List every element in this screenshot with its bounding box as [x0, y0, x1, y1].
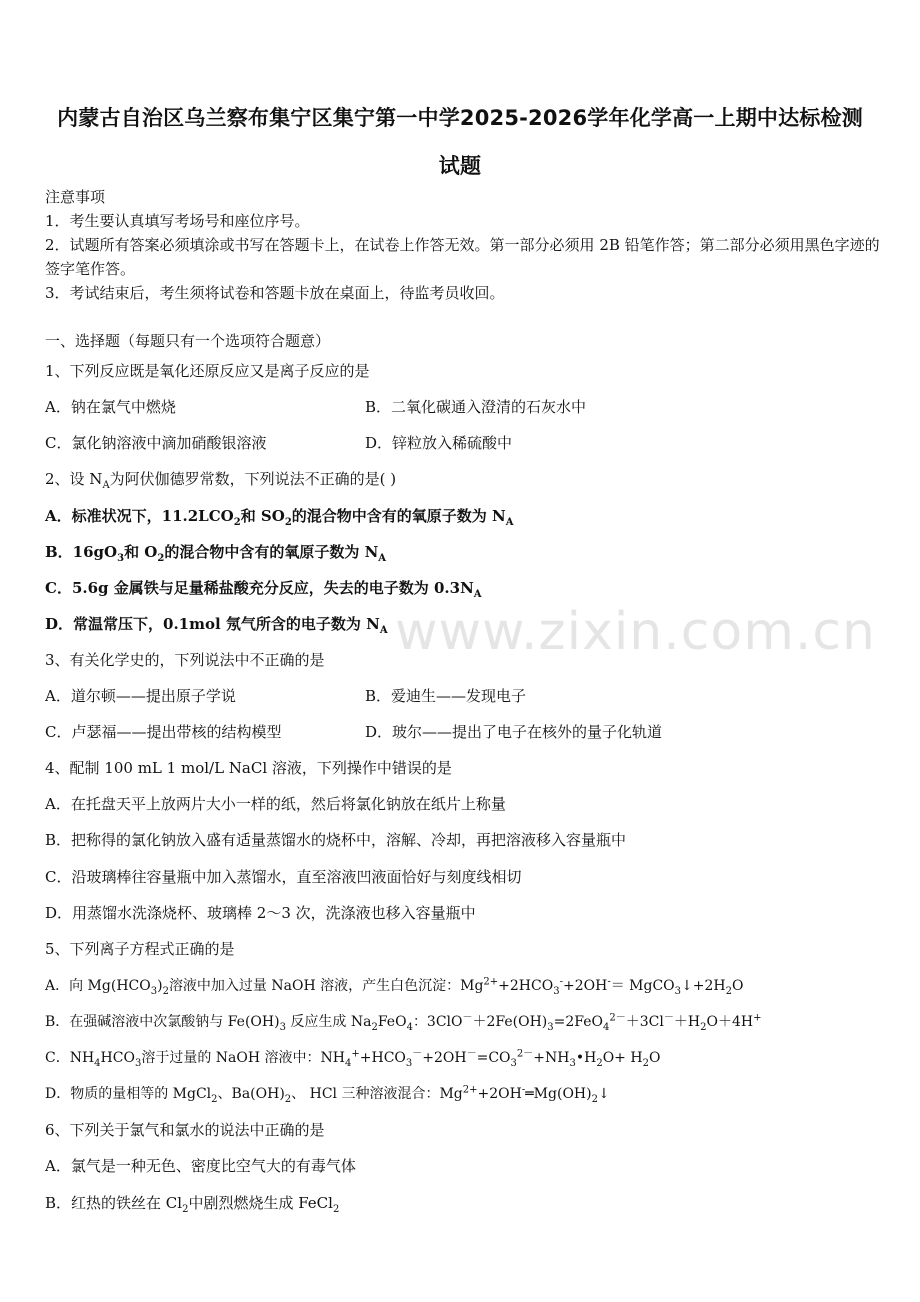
rich-fragment: ＋2Fe(OH)	[472, 1014, 548, 1030]
rich-fragment: 3	[405, 1057, 413, 1069]
question-4-option-a: A．在托盘天平上放两片大小一样的纸，然后将氯化钠放在纸片上称量	[45, 795, 506, 813]
rich-fragment: FeO	[377, 1014, 407, 1030]
question-2-option-c	[45, 578, 482, 598]
rich-fragment: －	[412, 1048, 423, 1060]
rich-fragment: －	[462, 1012, 473, 1024]
rich-fragment: 3	[279, 1021, 286, 1033]
question-2-option-d	[45, 614, 388, 634]
rich-fragment: ：3ClO	[412, 1014, 463, 1030]
rich-fragment: 2	[211, 1093, 218, 1105]
question-4-option-c: C．沿玻璃棒往容量瓶中加入蒸馏水，直至溶液凹液面恰好与刻度线相切	[45, 868, 522, 886]
question-4-option-b: B．把称得的氯化钠放入盛有适量蒸馏水的烧杯中，溶解、冷却，再把溶液移入容量瓶中	[45, 831, 627, 849]
exam-title-line2: 试题	[438, 154, 482, 178]
question-1-option-d: D．锌粒放入稀硫酸中	[365, 434, 513, 452]
rich-fragment: =CO	[476, 1050, 511, 1066]
rich-fragment: )	[157, 978, 163, 994]
question-2-option-a	[45, 506, 514, 526]
rich-fragment: ↓+2H	[681, 978, 726, 994]
question-6-option-a: A．氯气是一种无色、密度比空气大的有毒气体	[45, 1157, 356, 1175]
question-1-option-b: B．二氧化碳通入澄清的石灰水中	[365, 398, 587, 416]
rich-fragment: HCO	[100, 1050, 135, 1066]
rich-fragment: 2	[371, 1021, 378, 1033]
question-1-stem: 1、下列反应既是氧化还原反应又是离子反应的是	[45, 362, 370, 380]
q2-stem-text-post: 为阿伏伽德罗常数，下列说法不正确的是( )	[109, 470, 397, 488]
rich-fragment: O+ H	[602, 1050, 643, 1066]
question-3-option-b: B．爱迪生——发现电子	[365, 687, 527, 705]
rich-fragment: •H	[575, 1050, 597, 1066]
exam-title-line1: 内蒙古自治区乌兰察布集宁区集宁第一中学2025-2026学年化学高一上期中达标检测	[57, 106, 863, 130]
question-3-option-c: C．卢瑟福——提出带核的结构模型	[45, 723, 282, 741]
question-3-stem: 3、有关化学史的，下列说法中不正确的是	[45, 651, 325, 669]
rich-fragment: D．物质的量相等的 MgCl	[45, 1086, 212, 1102]
rich-fragment: O＋4H	[706, 1014, 754, 1030]
rich-fragment: 2	[182, 1204, 189, 1215]
rich-fragment: ＝ MgCO	[610, 978, 675, 994]
rich-fragment: +	[351, 1048, 360, 1060]
rich-fragment: 3	[117, 553, 125, 564]
rich-fragment: 和 O	[124, 543, 158, 561]
q2-stem-sub: A	[102, 480, 110, 491]
rich-fragment: A．标准状况下，11.2LCO	[45, 507, 234, 525]
rich-fragment: A	[378, 553, 387, 564]
rich-fragment: A	[505, 517, 514, 528]
rich-fragment: 4	[603, 1021, 610, 1033]
rich-fragment: D．常温常压下，0.1mol 氖气所含的电子数为 N	[45, 615, 380, 633]
rich-fragment: 3	[569, 1057, 576, 1069]
watermark-text: www.zixin.com.cn	[395, 602, 876, 662]
rich-fragment: O	[648, 1050, 661, 1066]
rich-fragment: 3	[547, 1021, 554, 1033]
rich-fragment: 和 SO	[240, 507, 285, 525]
rich-fragment: A	[379, 625, 388, 636]
section-heading: 一、选择题（每题只有一个选项符合题意）	[45, 332, 331, 350]
rich-fragment: +NH	[533, 1050, 570, 1066]
rich-fragment: ＋3Cl	[625, 1014, 664, 1030]
question-3-option-a: A．道尔顿——提出原子学说	[45, 687, 236, 705]
rich-fragment: 2+	[483, 976, 499, 988]
rich-fragment: 3	[510, 1057, 517, 1069]
rich-fragment: ＋H	[673, 1014, 701, 1030]
question-2-option-b	[45, 542, 386, 562]
question-5-option-b	[45, 1012, 761, 1032]
rich-fragment: 2－	[516, 1048, 534, 1060]
rich-fragment: 溶液中加入过量 NaOH 溶液，产生白色沉淀：Mg	[168, 978, 484, 994]
rich-fragment: －	[663, 1012, 674, 1024]
rich-fragment: 、Ba(OH)	[217, 1086, 285, 1102]
rich-fragment: +2OH	[422, 1050, 467, 1066]
rich-fragment: 反应生成 Na	[285, 1014, 372, 1030]
rich-fragment: 3	[674, 985, 682, 997]
rich-fragment: B．在强碱溶液中次氯酸钠与 Fe(OH)	[45, 1014, 280, 1030]
rich-fragment: 2－	[609, 1012, 626, 1024]
rich-fragment: C．5.6g 金属铁与足量稀盐酸充分反应，失去的电子数为 0.3N	[45, 579, 474, 597]
rich-fragment: 2	[700, 1021, 707, 1033]
rich-fragment: 3	[150, 985, 158, 997]
rich-fragment: 4	[94, 1057, 101, 1069]
rich-fragment: 2	[332, 1204, 340, 1215]
rich-fragment: 的混合物中含有的氧原子数为 N	[291, 507, 506, 525]
rich-fragment: 2	[162, 985, 169, 997]
rich-fragment: 2	[642, 1057, 649, 1069]
question-5-stem: 5、下列离子方程式正确的是	[45, 940, 235, 958]
rich-fragment: -	[559, 976, 563, 988]
rich-fragment: B．红热的铁丝在 Cl	[45, 1194, 183, 1212]
question-4-stem: 4、配制 100 mL 1 mol/L NaCl 溶液，下列操作中错误的是	[45, 759, 452, 777]
rich-fragment: 的混合物中含有的氧原子数为 N	[164, 543, 379, 561]
rich-fragment: 3	[553, 985, 560, 997]
rich-fragment: A	[473, 589, 482, 600]
rich-fragment: A．向 Mg(HCO	[45, 978, 151, 994]
question-5-option-c	[45, 1048, 660, 1068]
rich-fragment: 溶于过量的 NaOH 溶液中：NH	[141, 1050, 345, 1066]
rich-fragment: -	[607, 976, 611, 988]
rich-fragment: =2FeO	[553, 1014, 604, 1030]
rich-fragment: +	[753, 1012, 762, 1024]
rich-fragment: 3	[134, 1057, 142, 1069]
rich-fragment: -	[521, 1084, 526, 1096]
rich-fragment: 2	[157, 553, 165, 564]
rich-fragment: 中剧烈燃烧生成 FeCl	[188, 1194, 333, 1212]
rich-fragment: 4	[344, 1057, 352, 1069]
rich-fragment: 、 HCl 三种溶液混合：Mg	[291, 1086, 463, 1102]
notice-item-1: 1．考生要认真填写考场号和座位序号。	[45, 212, 310, 230]
rich-fragment: 2	[284, 1093, 292, 1105]
question-1-option-c: C．氯化钠溶液中滴加硝酸银溶液	[45, 434, 267, 452]
rich-fragment: +2OH	[477, 1086, 522, 1102]
rich-fragment: +HCO	[359, 1050, 406, 1066]
q2-stem-text: 2、设 N	[45, 470, 103, 488]
notice-heading: 注意事项	[45, 188, 106, 206]
rich-fragment: 2+	[462, 1084, 478, 1096]
rich-fragment: 2	[725, 985, 732, 997]
question-4-option-d: D．用蒸馏水洗涤烧杯、玻璃棒 2～3 次，洗涤液也移入容量瓶中	[45, 904, 476, 922]
rich-fragment: －	[466, 1048, 477, 1060]
question-5-option-a	[45, 976, 743, 996]
rich-fragment: ↓	[597, 1086, 610, 1102]
question-3-option-d: D．玻尔——提出了电子在核外的量子化轨道	[365, 723, 663, 741]
question-1-option-a: A．钠在氯气中燃烧	[45, 398, 176, 416]
rich-fragment: 2	[596, 1057, 603, 1069]
question-2-stem	[45, 469, 396, 489]
notice-item-3: 3．考试结束后，考生须将试卷和答题卡放在桌面上，待监考员收回。	[45, 284, 505, 302]
rich-fragment: O	[731, 978, 744, 994]
rich-fragment: 2	[233, 517, 241, 528]
rich-fragment: B．16gO	[45, 543, 118, 561]
rich-fragment: 4	[406, 1021, 413, 1033]
rich-fragment: +2HCO	[498, 978, 554, 994]
question-6-stem: 6、下列关于氯气和氯水的说法中正确的是	[45, 1121, 325, 1139]
rich-fragment: 2	[284, 517, 292, 528]
rich-fragment: C．NH	[45, 1050, 95, 1066]
question-6-option-b	[45, 1193, 339, 1213]
rich-fragment: ═Mg(OH)	[525, 1086, 592, 1102]
notice-item-2: 2．试题所有答案必须填涂或书写在答题卡上，在试卷上作答无效。第一部分必须用 2B 铅笔作答；第二部分必须用黑色字迹的签字笔作答。	[45, 236, 880, 278]
question-5-option-d	[45, 1084, 610, 1104]
rich-fragment: 2	[591, 1093, 598, 1105]
rich-fragment: +2OH	[562, 978, 608, 994]
